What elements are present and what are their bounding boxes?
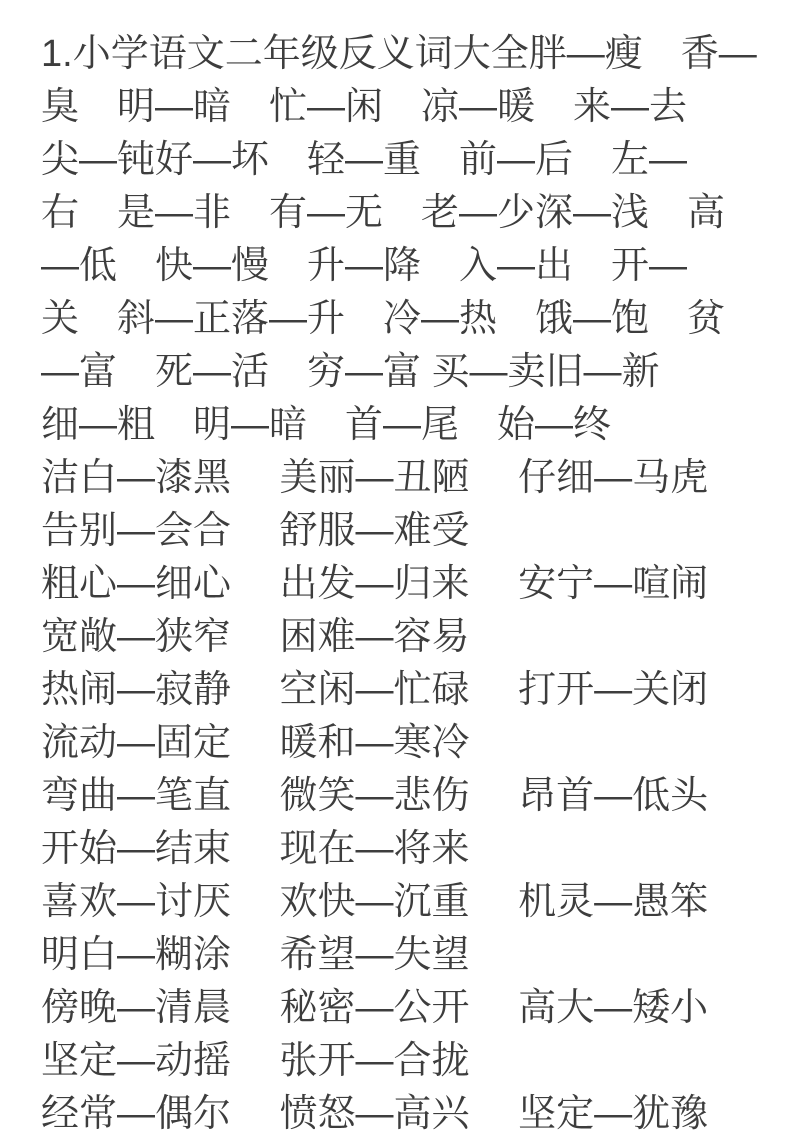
text-line: 关 斜—正落—升 冷—热 饿—饱 贫 xyxy=(41,298,726,340)
text-line: 热闹—寂静 空闲—忙碌 打开—关闭 xyxy=(41,669,709,711)
text-line: 经常—偶尔 愤怒—高兴 坚定—犹豫 xyxy=(41,1093,709,1135)
text-line: 傍晚—清晨 秘密—公开 高大—矮小 xyxy=(41,987,709,1029)
text-line: —低 快—慢 升—降 入—出 开— xyxy=(41,245,688,287)
text-line: 臭 明—暗 忙—闲 凉—暖 来—去 xyxy=(41,86,688,128)
text-line: 喜欢—讨厌 欢快—沉重 机灵—愚笨 xyxy=(41,881,709,923)
text-line: 宽敞—狭窄 困难—容易 xyxy=(41,616,470,658)
text-line: 细—粗 明—暗 首—尾 始—终 xyxy=(41,404,612,446)
text-line: —富 死—活 穷—富 买—卖旧—新 xyxy=(41,351,660,393)
document-title-line: 1.小学语文二年级反义词大全胖—瘦 香— xyxy=(41,33,757,75)
text-line: 尖—钝好—坏 轻—重 前—后 左— xyxy=(41,139,688,181)
text-line: 明白—糊涂 希望—失望 xyxy=(41,934,470,976)
text-line: 告别—会合 舒服—难受 xyxy=(41,510,470,552)
text-line: 右 是—非 有—无 老—少深—浅 高 xyxy=(41,192,726,234)
text-line: 粗心—细心 出发—归来 安宁—喧闹 xyxy=(41,563,709,605)
text-line: 流动—固定 暖和—寒冷 xyxy=(41,722,470,764)
text-line: 弯曲—笔直 微笑—悲伤 昂首—低头 xyxy=(41,775,709,817)
text-line: 洁白—漆黑 美丽—丑陋 仔细—马虎 xyxy=(41,457,709,499)
text-line: 开始—结束 现在—将来 xyxy=(41,828,470,870)
text-line: 坚定—动摇 张开—合拢 xyxy=(41,1040,470,1082)
